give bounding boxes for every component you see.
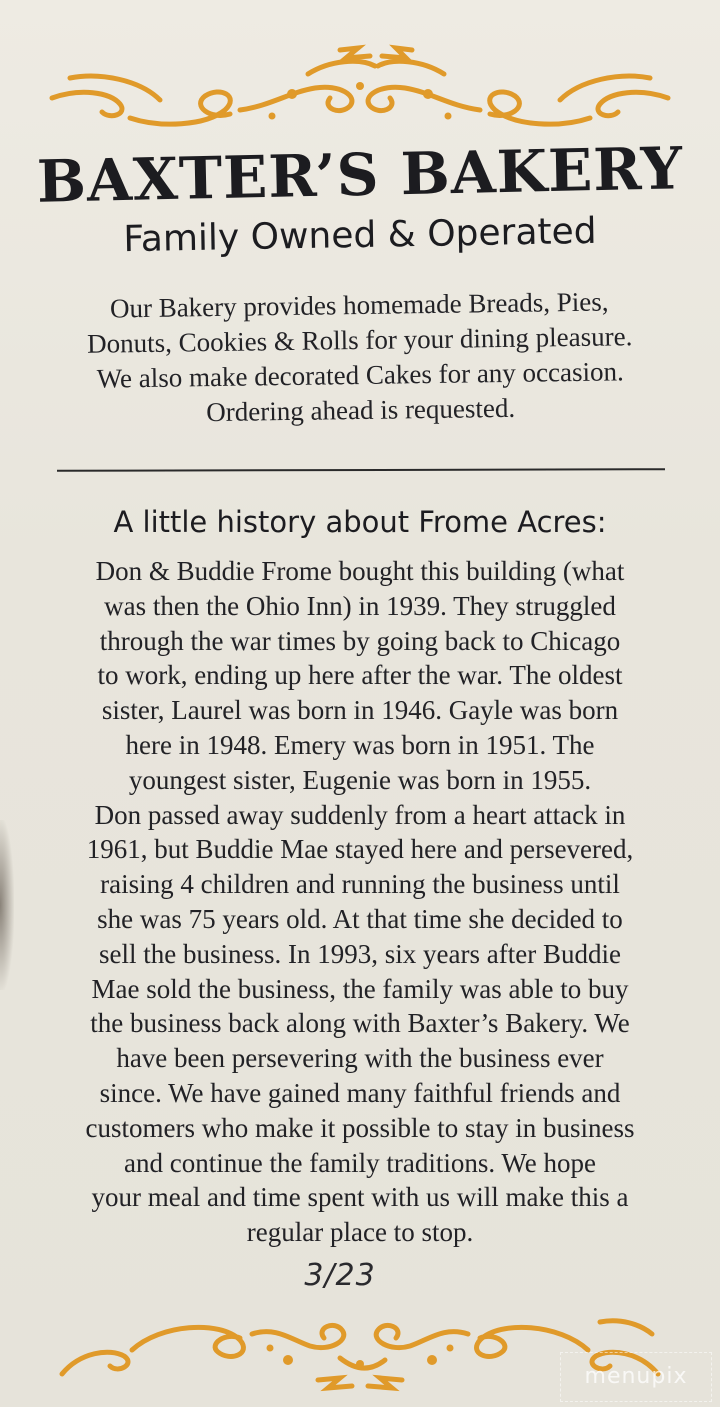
history-line: sister, Laurel was born in 1946. Gayle was born [101,695,619,726]
intro-paragraph [39,284,681,433]
intro-line: Donuts, Cookies & Rolls for your dining pleasure. [86,321,633,359]
history-line: to work, ending up here after the war. The oldest [97,660,623,691]
history-line: through the war times by going back to Chicago [99,625,621,656]
history-line: since. We have gained many faithful friends and [99,1077,621,1108]
history-line: the business back along with Baxter’s Bakery. We [90,1008,630,1039]
history-line: youngest sister, Eugenie was born in 1955. [128,764,592,795]
history-line: sell the business. In 1993, six years after Buddie [99,938,621,969]
watermark-logo: menupix [560,1352,712,1402]
handwritten-date: 3/23 [304,1258,376,1293]
history-line: and continue the family traditions. We hope [124,1147,596,1178]
history-line: regular place to stop. [246,1217,474,1248]
section-divider [57,468,665,472]
intro-line: Our Bakery provides homemade Breads, Pies, [109,286,609,324]
history-line: was then the Ohio Inn) in 1939. They struggled [104,590,616,621]
history-line: Mae sold the business, the family was able to buy [91,973,629,1004]
history-line: raising 4 children and running the business until [100,869,620,900]
history-line: Don passed away suddenly from a heart attack in [94,799,626,830]
history-line: here in 1948. Emery was born in 1951. The [125,729,595,760]
history-line: 1961, but Buddie Mae stayed here and persevered, [86,834,634,865]
bakery-subtitle: Family Owned & Operated [123,210,597,261]
intro-line: Ordering ahead is requested. [206,392,516,428]
history-line: customers who make it possible to stay in business [85,1112,635,1143]
history-line: have been persevering with the business ever [116,1043,604,1074]
history-heading: A little history about Frome Acres: [113,505,607,539]
history-paragraph [20,554,700,1250]
history-line: Don & Buddie Frome bought this building (what [95,556,625,586]
intro-line: We also make decorated Cakes for any occasion. [96,356,624,394]
history-line: she was 75 years old. At that time she decided to [97,903,623,934]
top-flourish-ornament [40,30,680,140]
history-line: your meal and time spent with us will make this a [91,1182,629,1213]
bakery-title: BAXTER’S BAKERY [36,134,684,216]
page-edge-shadow [0,820,14,990]
